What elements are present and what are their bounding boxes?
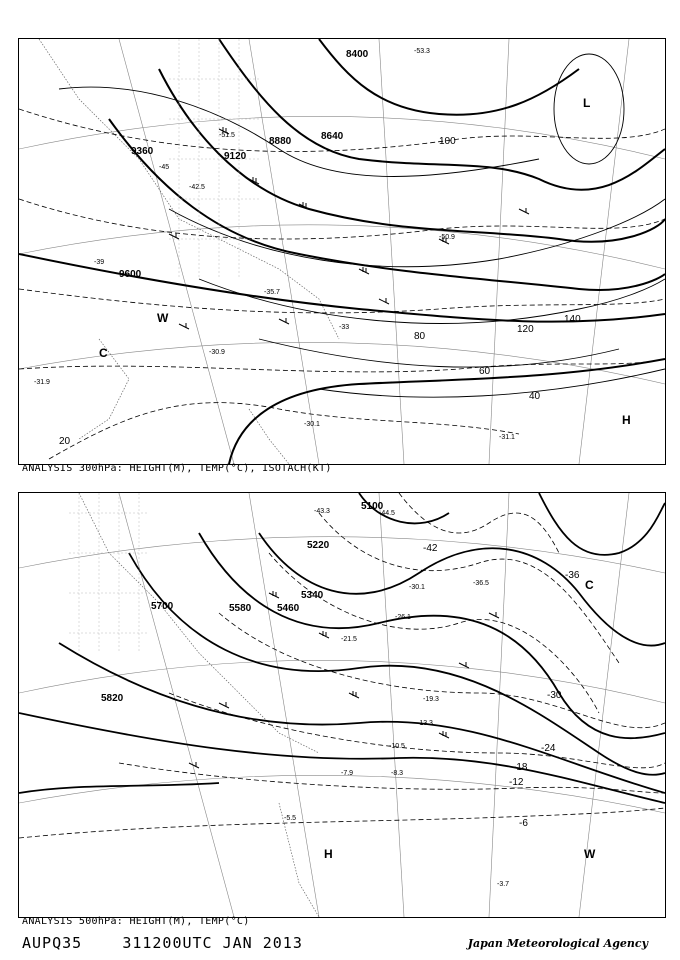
station-label: -3.7 [497, 881, 510, 888]
height-contours [19, 39, 665, 464]
temp-label: -42.5 [189, 184, 205, 191]
station-label: -21.5 [341, 636, 357, 643]
isotach-label: 40 [529, 391, 541, 402]
station-label: -5.5 [284, 815, 297, 822]
high-center-marker: H [324, 847, 333, 861]
isotach-label: 140 [564, 314, 581, 325]
temp-label: -30.1 [304, 421, 320, 428]
temp-label: -33 [339, 324, 350, 331]
height-label: 5460 [277, 603, 300, 614]
temp-label: -51.5 [219, 132, 235, 139]
height-label: 5700 [151, 601, 174, 612]
isotach-label: 100 [439, 136, 456, 147]
map-300hpa [18, 38, 666, 465]
height-label: 5820 [101, 693, 124, 704]
height-label: 9360 [131, 146, 154, 157]
isotach-label: 20 [59, 436, 71, 447]
height-label: 9600 [119, 269, 142, 280]
warm-center-marker: W [157, 311, 169, 325]
map-500hpa-svg [19, 493, 665, 917]
graticule [19, 39, 665, 464]
temp-label: -35.7 [264, 289, 280, 296]
station-label: -7.9 [341, 770, 354, 777]
station-label: -13.3 [417, 720, 433, 727]
station-label: -8.3 [391, 770, 404, 777]
agency-credit: Japan Meteorological Agency [467, 937, 648, 950]
station-label: -30.1 [409, 584, 425, 591]
hatch-area [69, 493, 149, 653]
temp-label: -50.9 [439, 234, 455, 241]
isotach-label: 80 [414, 331, 426, 342]
temp-isotherms [19, 109, 665, 459]
isotherm-label: -18 [513, 762, 528, 773]
isotherm-label: -36 [565, 570, 580, 581]
station-label: -26.1 [395, 614, 411, 621]
product-code: AUPQ35 [22, 934, 83, 952]
temp-label: -31.1 [499, 434, 515, 441]
caption-300hpa: ANALYSIS 300hPa: HEIGHT(M), TEMP(°C), ISOTACH(KT) [22, 463, 332, 474]
station-label: -44.5 [379, 510, 395, 517]
height-label: 9120 [224, 151, 247, 162]
coastline [39, 39, 339, 464]
height-label: 5100 [361, 501, 384, 512]
low-center-marker: L [583, 96, 591, 110]
station-label: -19.3 [423, 696, 439, 703]
coastline [79, 493, 319, 917]
valid-time: 311200UTC JAN 2013 [122, 934, 303, 952]
warm-center-marker: W [584, 847, 596, 861]
isotherm-label: -42 [423, 543, 438, 554]
high-center-marker: H [622, 413, 631, 427]
height-label: 8400 [346, 49, 369, 60]
station-label: -10.5 [389, 743, 405, 750]
temp-label: -31.9 [34, 379, 50, 386]
height-label: 5580 [229, 603, 252, 614]
height-label: 5340 [301, 590, 324, 601]
isotherm-label: -30 [547, 690, 562, 701]
height-label: 8880 [269, 136, 292, 147]
map-300hpa-svg [19, 39, 665, 464]
cold-center-marker: C [585, 578, 594, 592]
map-500hpa [18, 492, 666, 918]
isotach-label: 120 [517, 324, 534, 335]
station-label: -43.3 [314, 508, 330, 515]
caption-500hpa: ANALYSIS 500hPa: HEIGHT(M), TEMP(°C) [22, 916, 250, 927]
height-label: 5220 [307, 540, 330, 551]
station-label: -36.5 [473, 580, 489, 587]
isotherm-label: -6 [519, 818, 528, 829]
temp-label: -53.3 [414, 48, 430, 55]
temp-label: -45 [159, 164, 170, 171]
height-contours [19, 493, 665, 803]
height-label: 8640 [321, 131, 344, 142]
isotherm-label: -12 [509, 777, 524, 788]
isotherm-label: -24 [541, 743, 556, 754]
temp-label: -30.9 [209, 349, 225, 356]
product-identifier [22, 934, 303, 952]
isotach-label: 60 [479, 366, 491, 377]
cold-center-marker: C [99, 346, 108, 360]
temp-label: -39 [94, 259, 105, 266]
